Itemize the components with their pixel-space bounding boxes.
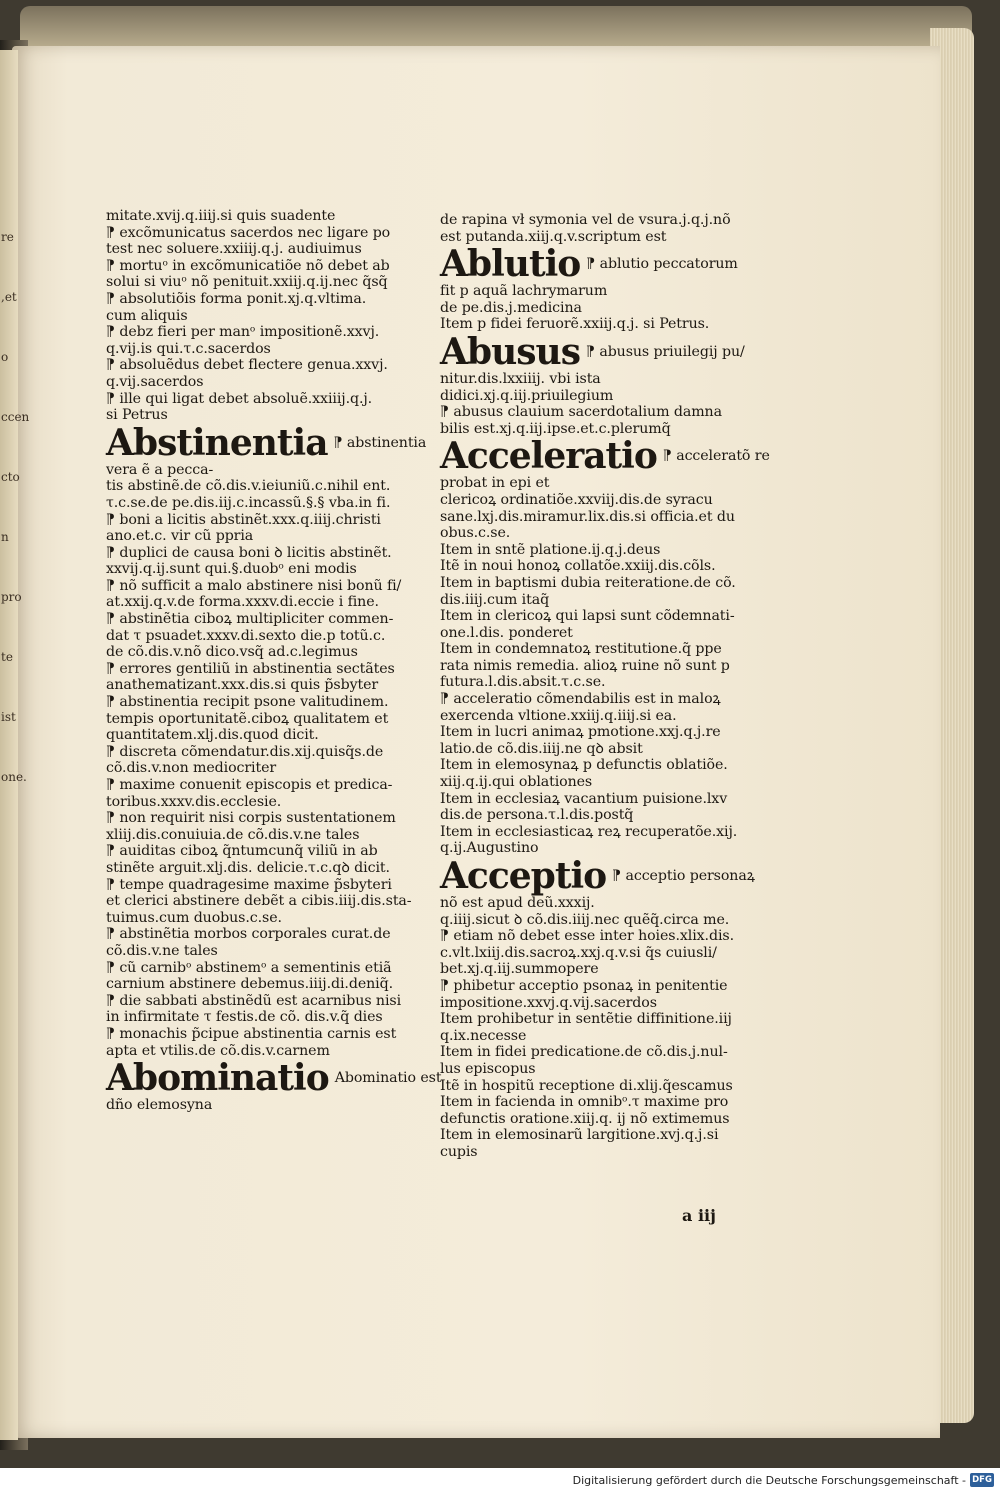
text-line: Item in lucri animaꝝ pmotione.xxj.q.j.re	[440, 724, 721, 741]
text-line: c.vlt.lxiij.dis.sacroꝝ.xxj.q.v.si q̃s cuiusli/	[440, 944, 717, 961]
text-line: quantitatem.xlj.dis.quod dicit.	[106, 727, 319, 744]
headword: Acceleratio	[440, 435, 657, 478]
text-line: test nec soluere.xxiiij.q.j. audiuimus	[106, 241, 362, 258]
text-line: apta et vtilis.de cõ.dis.v.carnem	[106, 1042, 330, 1059]
text-line: nitur.dis.lxxiiij. vbi ista	[440, 370, 601, 387]
text-line: lus episcopus	[440, 1060, 536, 1077]
margin-fragment: ist	[1, 710, 16, 724]
text-line: one.l.dis. ponderet	[440, 624, 573, 641]
text-line: ⁋ excõmunicatus sacerdos nec ligare po	[106, 224, 391, 241]
text-line: ⁋ discreta cõmendatur.dis.xij.quisq̃s.de	[106, 743, 384, 760]
text-line: ⁋ cũ carnibᵒ abstinemᵒ a sementinis etiã	[106, 959, 392, 976]
text-line: de pe.dis.j.medicina	[440, 299, 582, 316]
margin-fragment: re	[1, 230, 14, 244]
text-line: ano.et.c. vir cũ ppria	[106, 528, 254, 545]
text-line: q.iiij.sicut ꝺ cõ.dis.iiij.nec quẽq̃.circa me.	[440, 911, 730, 928]
text-line: ⁋ abstinẽtia ciboꝝ multipliciter commen-	[106, 611, 394, 628]
text-line: Item prohibetur in sentẽtie diffinitione.iij	[440, 1011, 732, 1028]
text-line: ⁋ monachis p̃cipue abstinentia carnis est	[106, 1025, 397, 1042]
text-line: q.vij.sacerdos	[106, 373, 204, 390]
text-line: defunctis oratione.xiij.q. ij nõ extimemus	[440, 1110, 730, 1127]
text-line: de cõ.dis.v.nõ dico.vsq̃ ad.c.legimus	[106, 644, 358, 661]
text-line: ⁋ nõ sufficit a malo abstinere nisi bonũ fi/	[106, 577, 402, 594]
text-line: fit p aquã lachrymarum	[440, 283, 608, 300]
credit-text: Digitalisierung gefördert durch die Deutsche Forschungsgemeinschaft -	[572, 1474, 966, 1487]
text-line: solui si viuᵒ nõ penituit.xxiij.q.ij.nec q̃sq̃	[106, 274, 388, 291]
text-line: xliij.dis.conuiuia.de cõ.dis.v.ne tales	[106, 826, 360, 843]
text-line: est putanda.xiij.q.v.scriptum est	[440, 228, 667, 245]
text-line: Item in clericoꝝ qui lapsi sunt cõdemnati-	[440, 608, 735, 625]
text-column-right	[440, 212, 770, 1161]
dfg-logo: DFG	[970, 1473, 994, 1487]
headword-entry-text: ⁋ acceptio personaꝝ	[612, 868, 755, 884]
text-line: sane.lxj.dis.miramur.lix.dis.si officia.et du	[440, 508, 735, 525]
text-line: ⁋ auiditas ciboꝝ q̃ntumcunq̃ viliũ in ab	[106, 843, 378, 860]
text-line: ⁋ die sabbati abstinẽdũ est acarnibus nisi	[106, 992, 402, 1009]
text-line: cupis	[440, 1143, 478, 1160]
text-line: carnium abstinere debemus.iiij.di.deniq̃.	[106, 976, 393, 993]
text-line: cõ.dis.v.ne tales	[106, 942, 218, 959]
text-line: tuimus.cum duobus.c.se.	[106, 909, 282, 926]
text-line: ⁋ etiam nõ debet esse inter hoies.xlix.dis.	[440, 928, 734, 945]
margin-fragment: one.	[1, 770, 27, 784]
text-line: dat τ psuadet.xxxv.di.sexto die.p totũ.c.	[106, 627, 386, 644]
text-line: impositione.xxvj.q.vij.sacerdos	[440, 994, 657, 1011]
text-line: dis.de persona.τ.l.dis.postq̃	[440, 807, 634, 824]
text-line: Itẽ in hospitũ receptione di.xlij.q̃escamus	[440, 1077, 733, 1094]
text-line: vera ẽ a pecca-	[106, 461, 214, 478]
text-line: ⁋ duplici de causa boni ꝺ licitis abstinẽt.	[106, 544, 392, 561]
text-line: tis abstinẽ.de cõ.dis.v.ieiuniũ.c.nihil ent.	[106, 478, 391, 495]
headword: Abstinentia	[106, 421, 328, 464]
text-line: Item in elemosynaꝝ p defunctis oblatiõe.	[440, 757, 728, 774]
text-line: Item in baptismi dubia reiteratione.de cõ.	[440, 574, 736, 591]
text-line: ⁋ abstinentia recipit psone valitudinem.	[106, 694, 389, 711]
text-line: τ.c.se.de pe.dis.iij.c.incassũ.§.§ vba.in fi.	[106, 494, 391, 511]
headword: Abusus	[440, 330, 580, 373]
text-line: ⁋ absolutiõis forma ponit.xj.q.vltima.	[106, 290, 367, 307]
text-line: at.xxij.q.v.de forma.xxxv.di.eccie i fine.	[106, 594, 379, 611]
text-line: q.ij.Augustino	[440, 840, 539, 857]
text-line: Item in ecclesiasticaꝝ reꝝ recuperatõe.xij.	[440, 823, 738, 840]
headword-row	[440, 857, 762, 895]
text-line: ⁋ phibetur acceptio psonaꝝ in penitentie	[440, 977, 728, 994]
text-line: ⁋ abstinẽtia morbos corporales curat.de	[106, 926, 391, 943]
text-line: bilis est.xj.q.iij.ipse.et.c.plerumq̃	[440, 420, 671, 437]
text-line: ⁋ absoluẽdus debet flectere genua.xxvj.	[106, 357, 388, 374]
text-line: et clerici abstinere debẽt a cibis.iiij.dis.sta-	[106, 893, 412, 910]
headword-entry-text: ⁋ abusus priuilegij pu/	[586, 343, 745, 360]
margin-fragment: ccen	[1, 410, 30, 424]
headword-row	[440, 243, 762, 286]
signature-mark: a iij	[682, 1206, 716, 1225]
text-line: mitate.xvij.q.iiij.si quis suadente	[106, 208, 336, 224]
headword-entry-text: Abominatio est	[334, 1070, 442, 1087]
text-line: si Petrus	[106, 407, 168, 424]
text-line: ⁋ non requirit nisi corpis sustentationem	[106, 810, 396, 827]
headword-row	[440, 330, 762, 373]
margin-fragment: o	[1, 350, 9, 364]
text-line: de rapina vł symonia vel de vsura.j.q.j.nõ	[440, 212, 731, 228]
text-line: ⁋ maxime conuenit episcopis et predica-	[106, 777, 393, 793]
text-line: ⁋ abusus clauium sacerdotalium damna	[440, 404, 722, 421]
text-line: Item in ecclesiaꝝ vacantium puisione.lxv	[440, 790, 728, 807]
margin-fragment: pro	[1, 590, 22, 604]
headword-row	[440, 435, 770, 478]
text-line: Itẽ in noui honoꝝ collatõe.xxiij.dis.cõls.	[440, 558, 716, 575]
text-line: Item p fidei feruorẽ.xxiij.q.j. si Petrus.	[440, 316, 710, 333]
text-line: cõ.dis.v.non mediocriter	[106, 760, 277, 777]
text-line: ⁋ ille qui ligat debet absoluẽ.xxiiij.q.j.	[106, 390, 373, 407]
headword: Acceptio	[440, 855, 607, 897]
text-line: xiij.q.ij.qui oblationes	[440, 774, 593, 791]
text-line: q.vij.is qui.τ.c.sacerdos	[106, 340, 271, 357]
text-line: dño elemosyna	[106, 1097, 213, 1114]
text-line: clericoꝝ ordinatiõe.xxviij.dis.de syracu	[440, 491, 713, 508]
margin-fragment: te	[1, 650, 13, 664]
text-line: Item in fidei predicatione.de cõ.dis.j.nul-	[440, 1044, 728, 1061]
text-line: Item in elemosinarũ largitione.xvj.q.j.si	[440, 1127, 719, 1144]
headword-row	[106, 421, 427, 464]
text-line: ⁋ tempe quadragesime maxime p̃sbyteri	[106, 876, 392, 893]
text-line: ⁋ debz fieri per manᵒ impositionẽ.xxvj.	[106, 324, 380, 341]
text-line: ⁋ boni a licitis abstinẽt.xxx.q.iiij.christi	[106, 511, 381, 528]
text-line: latio.de cõ.dis.iiij.ne qꝺ absit	[440, 740, 643, 757]
text-line: Item in facienda in omnibᵒ.τ maxime pro	[440, 1094, 729, 1111]
text-line: bet.xj.q.iij.summopere	[440, 961, 599, 978]
text-line: ⁋ errores gentiliũ in abstinentia sectãtes	[106, 660, 395, 677]
margin-fragment: ,et	[1, 290, 17, 304]
text-line: ⁋ acceleratio cõmendabilis est in maloꝝ	[440, 691, 721, 708]
headword: Ablutio	[440, 243, 581, 286]
text-line: tempis oportunitatẽ.ciboꝝ qualitatem et	[106, 710, 389, 727]
text-line: ⁋ mortuᵒ in excõmunicatiõe nõ debet ab	[106, 257, 390, 274]
headword-row	[106, 1057, 442, 1100]
text-line: in infirmitate τ festis.de cõ. dis.v.q̃ dies	[106, 1009, 383, 1026]
text-line: rata nimis remedia. alioꝝ ruine nõ sunt p	[440, 657, 730, 674]
text-line: futura.l.dis.absit.τ.c.se.	[440, 674, 606, 691]
text-line: q.ix.necesse	[440, 1027, 527, 1044]
text-line: dis.iiij.cum itaq̃	[440, 591, 550, 608]
headword: Abominatio	[106, 1057, 329, 1100]
left-page-edge	[0, 50, 30, 1440]
margin-fragment: n	[1, 530, 9, 544]
text-line: stinẽte arguit.xlj.dis. delicie.τ.c.qꝺ dicit.	[106, 859, 390, 876]
text-line: Item in condemnatoꝝ restitutione.q̃ ppe	[440, 641, 722, 658]
text-line: Item in sntẽ platione.ij.q.j.deus	[440, 541, 661, 558]
margin-fragment: cto	[1, 470, 20, 484]
text-column-left	[106, 208, 442, 1114]
headword-entry-text: ⁋ ablutio peccatorum	[586, 256, 738, 273]
text-line: nõ est apud deũ.xxxij.	[440, 895, 595, 911]
text-line: didici.xj.q.iij.priuilegium	[440, 387, 614, 404]
headword-entry-text: ⁋ abstinentia	[333, 434, 427, 451]
text-line: probat in epi et	[440, 475, 550, 492]
text-line: obus.c.se.	[440, 525, 511, 542]
headword-entry-text: ⁋ acceleratõ re	[662, 448, 770, 465]
text-line: cum aliquis	[106, 307, 188, 324]
book-top-edge	[20, 6, 972, 46]
text-line: xxvij.q.ij.sunt qui.§.duobᵒ eni modis	[106, 561, 357, 578]
text-line: exercenda vltione.xxiij.q.iiij.si ea.	[440, 707, 677, 724]
text-line: toribus.xxxv.dis.ecclesie.	[106, 793, 282, 810]
text-line: anathematizant.xxx.dis.si quis p̃sbyter	[106, 677, 379, 694]
